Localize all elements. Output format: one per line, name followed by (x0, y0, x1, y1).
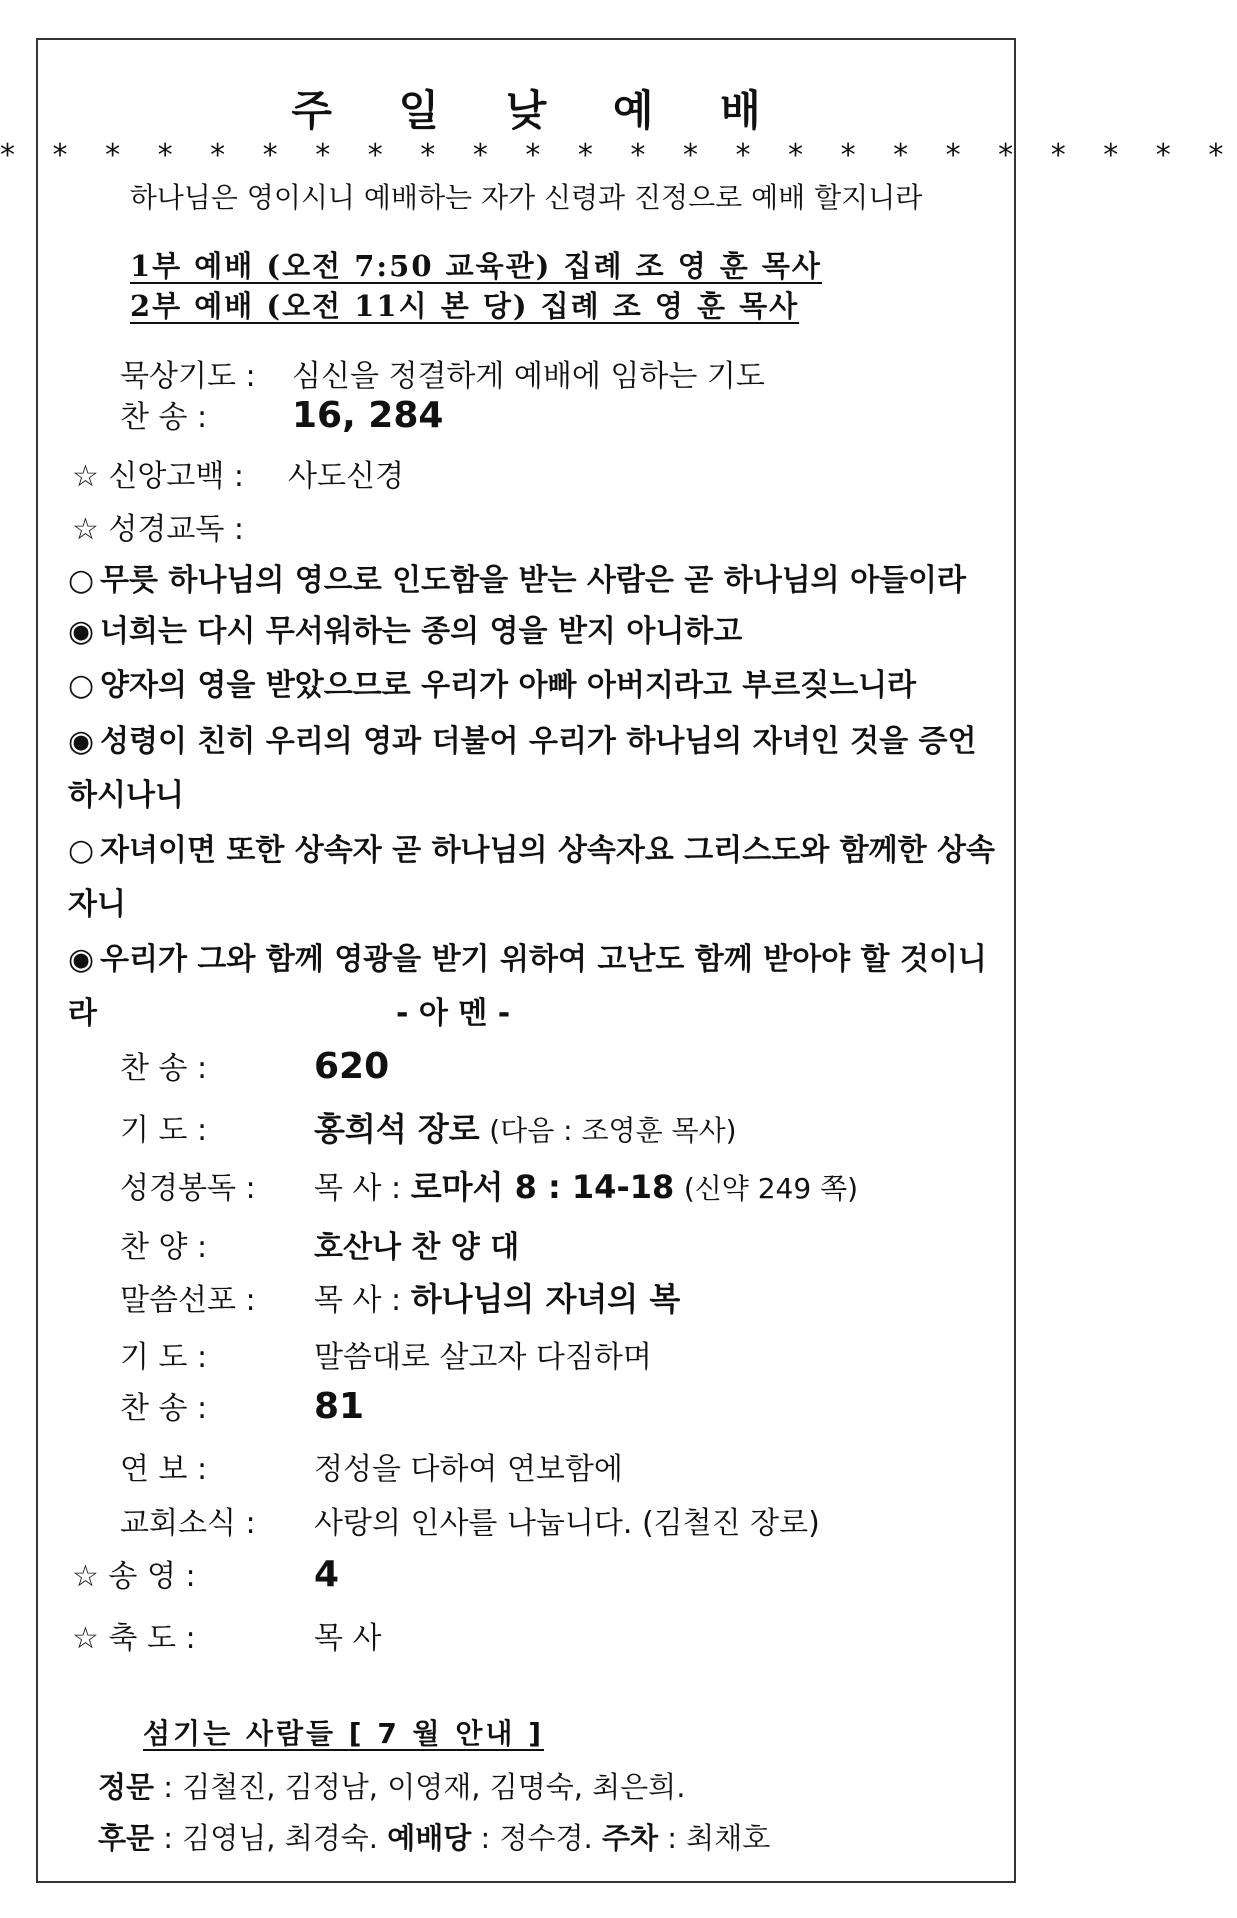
reading-line: ○ 무릇 하나님의 영으로 인도함을 받는 사람은 곧 하나님의 아들이라 (68, 563, 967, 598)
order-label: 연 보 : (120, 1452, 208, 1487)
order-text: 정성을 다하여 연보함에 (314, 1452, 623, 1487)
reading-line: ○ 자녀이면 또한 상속자 곧 하나님의 상속자요 그리스도와 함께한 상속 (68, 833, 995, 868)
leader-mark-icon: ○ (68, 563, 95, 598)
hymn-value: 16, 284 (292, 395, 444, 436)
order-value: 81 (314, 1386, 365, 1427)
ushers-value: : 정수경. (480, 1821, 593, 1855)
order-label: 성경봉독 : (120, 1171, 256, 1206)
ushers-line-2 (98, 1816, 770, 1857)
order-value: 620 (314, 1046, 390, 1087)
order-label: 찬 양 : (120, 1230, 208, 1265)
order-text: 말씀대로 살고자 다짐하며 (314, 1340, 652, 1375)
creed-row (72, 451, 404, 495)
ushers-value: : 김철진, 김정남, 이영재, 김명숙, 최은희. (163, 1770, 686, 1804)
order-value: 하나님의 자녀의 복 (410, 1280, 681, 1318)
congregation-mark-icon: ◉ (68, 614, 95, 649)
theme-verse: 하나님은 영이시니 예배하는 자가 신령과 진정으로 예배 할지니라 (129, 181, 923, 214)
anthem-row (120, 1222, 519, 1266)
order-value: 호산나 찬 양 대 (314, 1230, 520, 1265)
order-label: ☆ 축 도 : (72, 1621, 196, 1656)
amen-label: - 아 멘 - (396, 996, 511, 1031)
reading-line-cont: 라 (68, 996, 97, 1031)
hymn-row-2 (120, 1043, 389, 1087)
news-row (120, 1498, 820, 1542)
ushers-key: 정문 (98, 1770, 155, 1804)
ushers-title: 섬기는 사람들 [ 7 월 안내 ] (143, 1717, 544, 1750)
order-value: 4 (314, 1554, 340, 1595)
page-title: 주 일 낮 예 배 (291, 86, 787, 135)
reading-line-cont: 자니 (68, 887, 126, 922)
hymn-row-1 (120, 392, 443, 436)
reading-label: ☆ 성경교독 : (72, 512, 244, 547)
creed-label: ☆ 신앙고백 : (72, 459, 244, 494)
reading-line-cont: 하시나니 (68, 778, 184, 813)
order-text: 목 사 (314, 1621, 382, 1656)
reading-line: ○ 양자의 영을 받았으므로 우리가 아빠 아버지라고 부르짖느니라 (68, 668, 917, 703)
ushers-line-1 (98, 1765, 685, 1806)
order-label: 교회소식 : (120, 1506, 256, 1541)
order-label: 말씀선포 : (120, 1283, 256, 1318)
scripture-row (120, 1162, 858, 1208)
ushers-key: 예배당 (387, 1821, 472, 1855)
order-label: 기 도 : (120, 1340, 208, 1375)
reading-line: ◉ 성령이 친히 우리의 영과 더불어 우리가 하나님의 자녀인 것을 증언 (68, 724, 977, 759)
order-label: 찬 송 : (120, 1391, 208, 1426)
ushers-value: : 김영님, 최경숙. (163, 1821, 378, 1855)
star-divider: * * * * * * * * * * * * * * * * * * * * * * * * (0, 138, 1237, 173)
silent-prayer-label: 묵상기도 : (120, 359, 256, 394)
service-1: 1부 예배 (오전 7:50 교육관) 집례 조 영 훈 목사 (130, 249, 822, 283)
prayer-row-2 (120, 1332, 652, 1376)
doxology-row (72, 1551, 339, 1595)
congregation-mark-icon: ◉ (68, 942, 95, 977)
silent-prayer-row (120, 351, 765, 395)
hymn-row-3 (120, 1383, 364, 1427)
order-prefix: 목 사 : (314, 1283, 402, 1318)
reading-line: ◉ 너희는 다시 무서워하는 종의 영을 받지 아니하고 (68, 614, 743, 649)
reading-label-row (72, 504, 244, 548)
ushers-value: : 최채호 (667, 1821, 771, 1855)
order-label: ☆ 송 영 : (72, 1559, 196, 1594)
order-value: 로마서 8 : 14-18 (410, 1168, 675, 1206)
ushers-key: 주차 (601, 1821, 658, 1855)
order-label: 기 도 : (120, 1113, 208, 1148)
congregation-mark-icon: ◉ (68, 724, 95, 759)
order-prefix: 목 사 : (314, 1171, 402, 1206)
service-2: 2부 예배 (오전 11시 본 당) 집례 조 영 훈 목사 (130, 289, 800, 323)
benediction-row (72, 1613, 382, 1657)
hymn-label: 찬 송 : (120, 400, 208, 435)
creed-value: 사도신경 (288, 459, 404, 494)
prayer-row (120, 1104, 737, 1150)
reading-line: ◉ 우리가 그와 함께 영광을 받기 위하여 고난도 함께 받아야 할 것이니 (68, 942, 987, 977)
sermon-row (120, 1274, 680, 1320)
order-text: 사랑의 인사를 나눕니다. (김철진 장로) (314, 1506, 820, 1541)
offering-row (120, 1444, 623, 1488)
order-note: (신약 249 쪽) (683, 1172, 859, 1205)
ushers-key: 후문 (98, 1821, 155, 1855)
order-label: 찬 송 : (120, 1051, 208, 1086)
leader-mark-icon: ○ (68, 833, 95, 868)
leader-mark-icon: ○ (68, 668, 95, 703)
order-note: (다음 : 조영훈 목사) (489, 1114, 737, 1147)
silent-prayer-value: 심신을 정결하게 예배에 임하는 기도 (292, 359, 765, 394)
order-value: 홍희석 장로 (314, 1110, 480, 1148)
